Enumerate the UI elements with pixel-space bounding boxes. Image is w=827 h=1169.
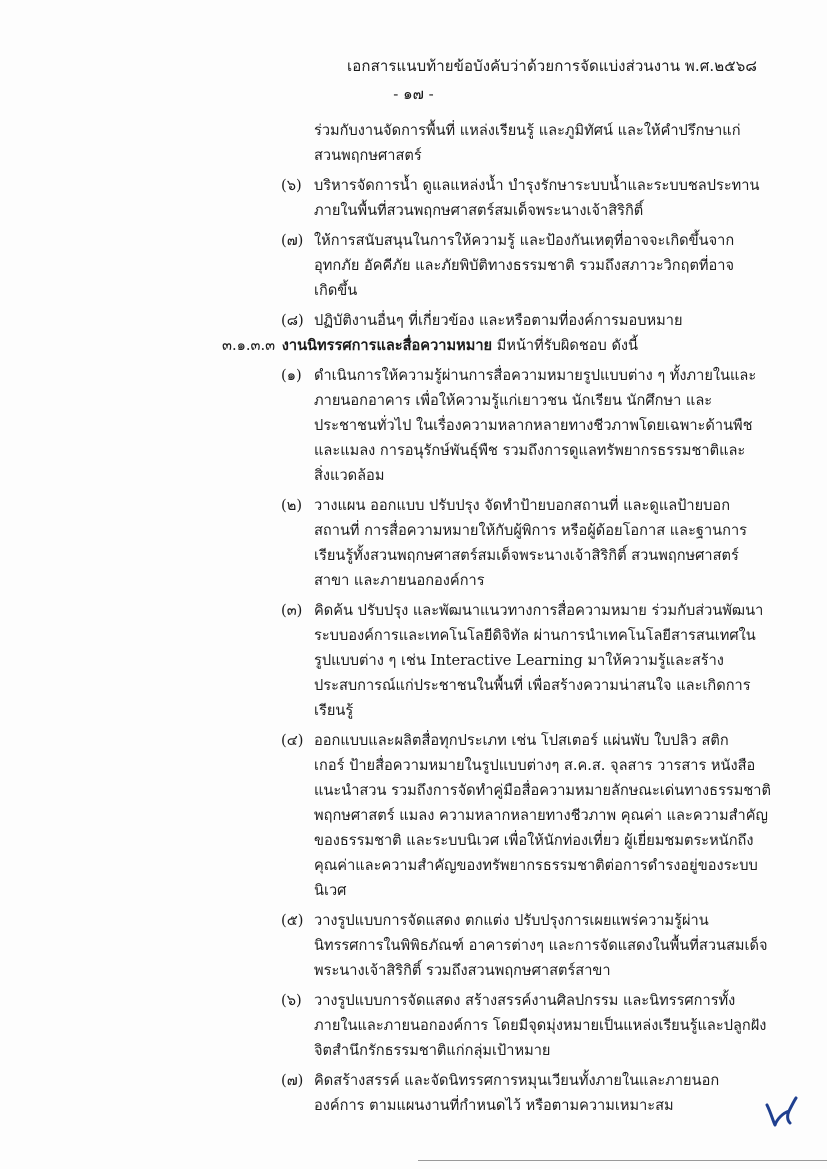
item-line: และแมลง การอนุรักษ์พันธุ์พืช รวมถึงการดูแลทรัพยากรธรรมชาติและ xyxy=(314,442,746,459)
continuation-line: สวนพฤกษศาสตร์ xyxy=(314,147,422,164)
footer-rule xyxy=(418,1160,827,1161)
item-line: ประชาชนทั่วไป ในเรื่องความหลากหลายทางชีวภาพโดยเฉพาะด้านพืช xyxy=(314,417,753,434)
item-line: องค์การ ตามแผนงานที่กำหนดไว้ หรือตามความเหมาะสม xyxy=(314,1097,674,1114)
item-line: จิตสำนึกรักธรรมชาติแก่กลุ่มเป้าหมาย xyxy=(314,1042,551,1059)
item-line: คิดค้น ปรับปรุง และพัฒนาแนวทางการสื่อความหมาย ร่วมกับส่วนพัฒนา xyxy=(314,602,764,619)
item-line: ออกแบบและผลิตสื่อทุกประเภท เช่น โปสเตอร์ แผ่นพับ ใบปลิว สติก xyxy=(314,732,729,749)
item-line: วางรูปแบบการจัดแสดง ตกแต่ง ปรับปรุงการเผยแพร่ความรู้ผ่าน xyxy=(314,912,709,929)
item-line: บริหารจัดการน้ำ ดูแลแหล่งน้ำ บำรุงรักษาระบบน้ำและระบบชลประทาน xyxy=(314,177,760,194)
item-line: เกอร์ ป้ายสื่อความหมายในรูปแบบต่างๆ ส.ค.ส. จุลสาร วารสาร หนังสือ xyxy=(314,757,756,774)
list-item xyxy=(0,363,757,488)
item-line: นิเวศ xyxy=(314,882,347,899)
section-heading xyxy=(0,333,827,358)
item-line: แนะนำสวน รวมถึงการจัดทำคู่มือสื่อความหมายลักษณะเด่นทางธรรมชาติ xyxy=(314,782,771,799)
item-line: นิทรรศการในพิพิธภัณฑ์ อาคารต่างๆ และการจัดแสดงในพื้นที่สวนสมเด็จ xyxy=(314,937,768,954)
item-line: อุทกภัย อัคคีภัย และภัยพิบัติทางธรรมชาติ รวมถึงสภาวะวิกฤตที่อาจ xyxy=(314,257,735,274)
item-line: ระบบองค์การและเทคโนโลยีดิจิทัล ผ่านการนำเทคโนโลยีสารสนเทศใน xyxy=(314,627,756,644)
list-item xyxy=(0,728,771,903)
item-line: ประสบการณ์แก่ประชาชนในพื้นที่ เพื่อสร้างความน่าสนใจ และเกิดการ xyxy=(314,677,751,694)
list-item xyxy=(0,493,750,593)
item-line: ภายนอกอาคาร เพื่อให้ความรู้แก่เยาวชน นักเรียน นักศึกษา และ xyxy=(314,392,713,409)
continuation-line: ร่วมกับงานจัดการพื้นที่ แหล่งเรียนรู้ และภูมิทัศน์ และให้คำปรึกษาแก่ xyxy=(314,122,741,139)
item-line: สถานที่ การสื่อความหมายให้กับผู้พิการ หรือผู้ด้อยโอกาส และฐานการ xyxy=(314,522,748,539)
item-line: สิ่งแวดล้อม xyxy=(314,467,385,484)
item-line: พระนางเจ้าสิริกิติ์ รวมถึงสวนพฤกษศาสตร์สาขา xyxy=(314,962,611,979)
item-line: เกิดขึ้น xyxy=(314,282,358,299)
item-marker: (๗) xyxy=(281,1072,304,1089)
section-suffix: มีหน้าที่รับผิดชอบ ดังนี้ xyxy=(496,337,639,354)
item-line: ภายในและภายนอกองค์การ โดยมีจุดมุ่งหมายเป็นแหล่งเรียนรู้และปลูกฝัง xyxy=(314,1017,767,1034)
item-marker: (๘) xyxy=(281,312,304,329)
item-line: เรียนรู้ทั้งสวนพฤกษศาสตร์สมเด็จพระนางเจ้าสิริกิติ์ สวนพฤกษศาสตร์ xyxy=(314,547,739,564)
list-item xyxy=(0,908,768,983)
item-line: ปฏิบัติงานอื่นๆ ที่เกี่ยวข้อง และหรือตามที่องค์การมอบหมาย xyxy=(314,312,683,329)
list-item xyxy=(0,173,760,223)
item-marker: (๔) xyxy=(281,732,304,749)
item-line: ดำเนินการให้ความรู้ผ่านการสื่อความหมายรูปแบบต่าง ๆ ทั้งภายในและ xyxy=(314,367,757,384)
item-marker: (๒) xyxy=(281,497,303,514)
item-line: พฤกษศาสตร์ แมลง ความหลากหลายทางชีวภาพ คุณค่า และความสำคัญ xyxy=(314,807,768,824)
item-line: วางรูปแบบการจัดแสดง สร้างสรรค์งานศิลปกรรม และนิทรรศการทั้ง xyxy=(314,992,736,1009)
item-marker: (๖) xyxy=(281,177,302,194)
item-line: ให้การสนับสนุนในการให้ความรู้ และป้องกันเหตุที่อาจจะเกิดขึ้นจาก xyxy=(314,232,735,249)
list-item xyxy=(0,228,750,303)
list-item xyxy=(0,598,764,723)
item-marker: (๖) xyxy=(281,992,302,1009)
item-marker: (๗) xyxy=(281,232,304,249)
document-reference-header: เอกสารแนบท้ายข้อบังคับว่าด้วยการจัดแบ่งส่วนงาน พ.ศ.๒๕๖๘ xyxy=(347,57,757,75)
page-number: - ๑๗ - xyxy=(393,85,434,103)
list-item xyxy=(0,308,750,333)
item-line: เรียนรู้ xyxy=(314,702,354,719)
item-marker: (๕) xyxy=(281,912,304,929)
item-line: รูปแบบต่าง ๆ เช่น Interactive Learning มาให้ความรู้และสร้าง xyxy=(314,652,724,669)
document-body xyxy=(0,118,827,1118)
item-marker: (๓) xyxy=(281,602,303,619)
list-item xyxy=(0,1068,750,1118)
item-line: สาขา และภายนอกองค์การ xyxy=(314,572,485,589)
item-line: ภายในพื้นที่สวนพฤกษศาสตร์สมเด็จพระนางเจ้าสิริกิติ์ xyxy=(314,202,644,219)
section-title: งานนิทรรศการและสื่อความหมาย xyxy=(281,337,493,354)
item-line: คิดสร้างสรรค์ และจัดนิทรรศการหมุนเวียนทั้งภายในและภายนอก xyxy=(314,1072,720,1089)
item-line: คุณค่าและความสำคัญของทรัพยากรธรรมชาติต่อการดำรงอยู่ของระบบ xyxy=(314,857,758,874)
item-marker: (๑) xyxy=(281,367,302,384)
list-item xyxy=(0,988,767,1063)
item-line: วางแผน ออกแบบ ปรับปรุง จัดทำป้ายบอกสถานที่ และดูแลป้ายบอก xyxy=(314,497,731,514)
item-line: ของธรรมชาติ และระบบนิเวศ เพื่อให้นักท่องเที่ยว ผู้เยี่ยมชมตระหนักถึง xyxy=(314,832,754,849)
section-number: ๓.๑.๓.๓ xyxy=(222,337,276,354)
handwritten-initial-icon xyxy=(763,1095,799,1129)
